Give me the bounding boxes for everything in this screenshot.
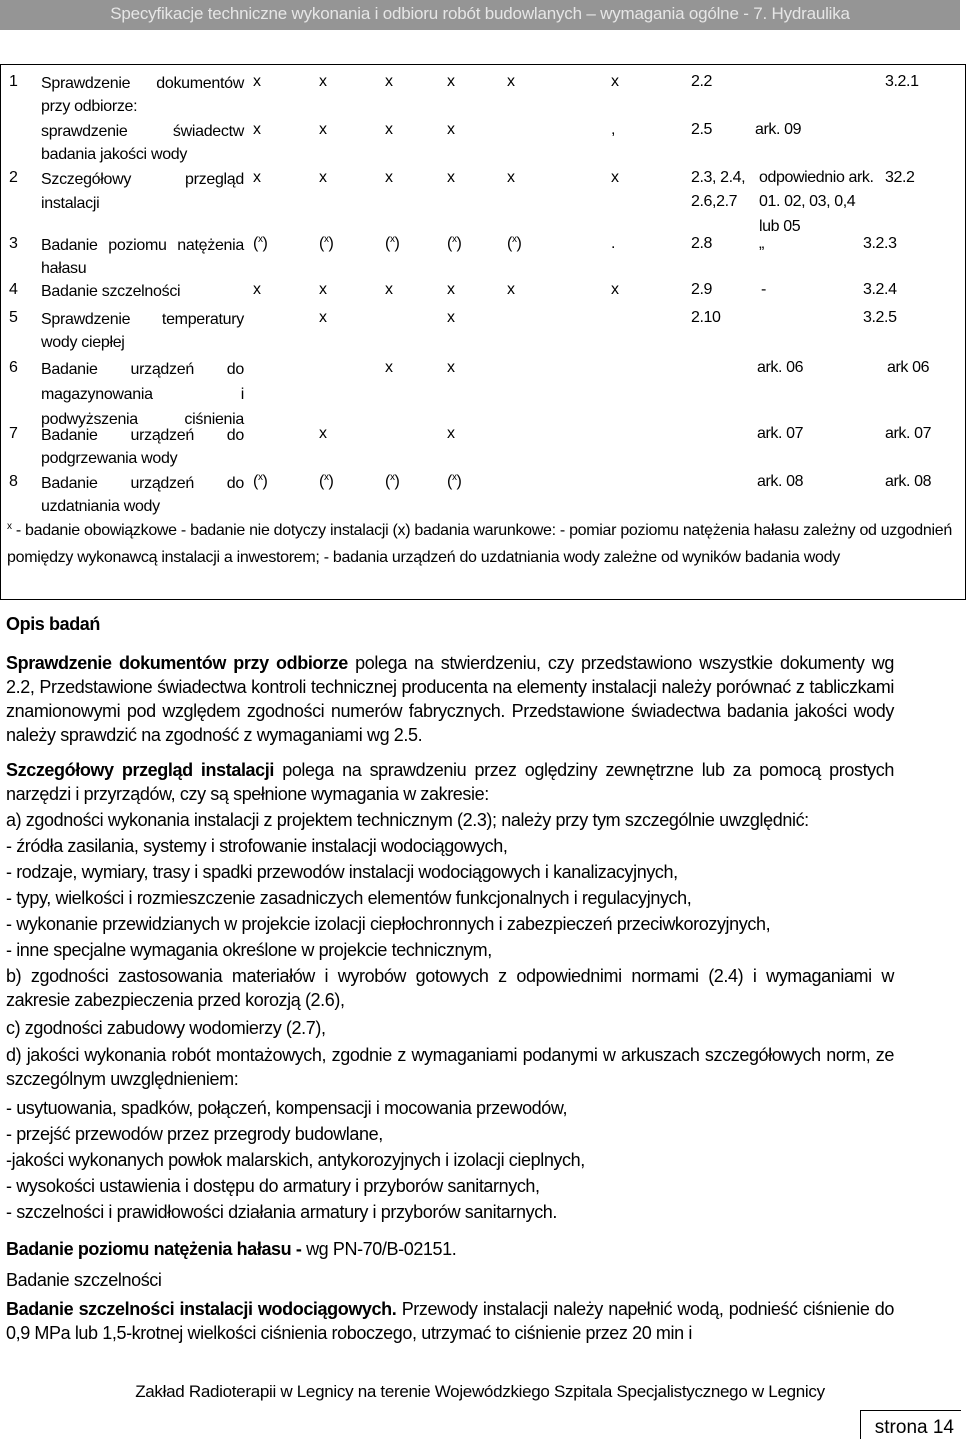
cell-mark: x bbox=[507, 169, 515, 186]
row-description-2: magazynowania i bbox=[41, 386, 244, 403]
row-number: 6 bbox=[9, 359, 18, 376]
row-number: 7 bbox=[9, 425, 18, 442]
table-row-overflow bbox=[1, 143, 965, 163]
cell-point: 2.8 bbox=[691, 235, 713, 252]
list-item: - przejść przewodów przez przegrody budowlane, bbox=[6, 1124, 383, 1144]
table-row bbox=[1, 423, 965, 448]
row-description: Szczegółowy przegląd bbox=[41, 171, 244, 188]
cell-mark: ($^x$) bbox=[385, 234, 400, 252]
table-row-overflow bbox=[1, 257, 965, 277]
table-row-overflow bbox=[1, 495, 965, 515]
row-description: Badanie urządzeń do bbox=[41, 427, 244, 444]
cell-mark: x bbox=[507, 281, 515, 298]
footnote-marker: x bbox=[7, 521, 12, 532]
table-footnote bbox=[7, 517, 957, 571]
list-item: - źródła zasilania, systemy i strofowanie instalacji wodociągowych, bbox=[6, 836, 508, 856]
row-number: 8 bbox=[9, 473, 18, 490]
row-description-2: hałasu bbox=[41, 260, 87, 277]
cell-ref: 3.2.1 bbox=[885, 73, 919, 90]
list-przeglad bbox=[6, 808, 906, 962]
cell-mark: . bbox=[611, 235, 616, 252]
table-row bbox=[1, 357, 965, 428]
cell-mark: x bbox=[319, 425, 327, 442]
cell-ark-2: 01. 02, 03, 0,4 bbox=[759, 193, 856, 210]
paragraph-text: wg PN-70/B-02151. bbox=[301, 1239, 457, 1259]
list-item: a) zgodności wykonania instalacji z projektem technicznym (2.3); należy przy tym szczególnie uwzględnić: bbox=[6, 810, 809, 830]
table-row bbox=[1, 233, 965, 258]
row-number: 1 bbox=[9, 73, 18, 90]
paragraph-text: polega na sprawdzeniu przez oględziny zewnętrzne lub za pomocą prostych narzędzi i przyrządów, czy są spełnione wymagania w zakresie: bbox=[6, 760, 894, 804]
cell-mark: ($^x$) bbox=[385, 472, 400, 490]
footnote-text: - badanie obowiązkowe - badanie nie dotyczy instalacji (x) badania warunkowe: - pomiar poziomu natężenia hałasu zależny od uzgodnień pomiędzy wykonawcą instalacji a inwestorem; - badania urządzeń do uzdatniania wody zależne od wyników badania wody bbox=[7, 522, 952, 566]
cell-mark: x bbox=[253, 73, 261, 90]
row-number: 2 bbox=[9, 169, 18, 186]
cell-mark: x bbox=[611, 169, 619, 186]
cell-mark: x bbox=[253, 121, 261, 138]
paragraph-lead: Sprawdzenie dokumentów przy odbiorze bbox=[6, 653, 348, 673]
table-row-overflow bbox=[1, 95, 965, 115]
cell-mark: x bbox=[319, 169, 327, 186]
cell-mark: ($^x$) bbox=[447, 472, 462, 490]
cell-ark: ark. 09 bbox=[755, 121, 802, 138]
paragraph-d: d) jakości wykonania robót montażowych, zgodnie z wymaganiami podanymi w arkuszach szczegółowych norm, ze szczególnym uwzględnieniem: bbox=[6, 1045, 894, 1089]
row-number: 4 bbox=[9, 281, 18, 298]
row-description: Badanie poziomu natężenia bbox=[41, 237, 244, 254]
inspection-table bbox=[0, 64, 966, 600]
paragraph-halas bbox=[6, 1237, 894, 1261]
cell-ref: 3.2.3 bbox=[863, 235, 897, 252]
cell-point: 2.9 bbox=[691, 281, 713, 298]
row-description-2: uzdatniania wody bbox=[41, 498, 160, 515]
cell-ref: ark 06 bbox=[887, 359, 930, 376]
section-heading-opis: Opis badań bbox=[6, 614, 101, 634]
row-description: sprawdzenie świadectw bbox=[41, 123, 244, 140]
paragraph-lead: Szczegółowy przegląd instalacji bbox=[6, 760, 274, 780]
cell-ref: ark. 08 bbox=[885, 473, 932, 490]
cell-mark: ($^x$) bbox=[319, 234, 334, 252]
list-montaz bbox=[6, 1096, 906, 1224]
row-number: 5 bbox=[9, 309, 18, 326]
cell-mark: x bbox=[447, 359, 455, 376]
cell-mark: , bbox=[611, 121, 616, 138]
paragraph-szczelnosc bbox=[6, 1297, 894, 1345]
row-description-2: przy odbiorze: bbox=[41, 98, 138, 115]
page-number: strona 14 bbox=[874, 1417, 954, 1438]
table-row-overflow bbox=[1, 216, 965, 235]
row-number: 3 bbox=[9, 235, 18, 252]
cell-point: 2.5 bbox=[691, 121, 713, 138]
cell-ref: 3.2.4 bbox=[863, 281, 897, 298]
cell-point: 2.10 bbox=[691, 309, 721, 326]
list-item: - wysokości ustawienia i dostępu do armatury i przyborów sanitarnych, bbox=[6, 1176, 540, 1196]
list-item: - inne specjalne wymagania określone w projekcie technicznym, bbox=[6, 940, 492, 960]
cell-mark: ($^x$) bbox=[253, 234, 268, 252]
paragraph-dokumenty bbox=[6, 651, 894, 747]
cell-ark: ark. 08 bbox=[757, 473, 804, 490]
paragraph-lead: Badanie poziomu natężenia hałasu - bbox=[6, 1239, 302, 1259]
cell-mark: x bbox=[385, 281, 393, 298]
cell-mark: x bbox=[253, 169, 261, 186]
cell-mark: x bbox=[507, 73, 515, 90]
cell-mark: x bbox=[385, 359, 393, 376]
page-footer: Zakład Radioterapii w Legnicy na terenie Wojewódzkiego Szpitala Specjalistycznego w Legnicy bbox=[135, 1382, 825, 1401]
cell-point: 2.2 bbox=[691, 73, 713, 90]
table-row bbox=[1, 71, 965, 96]
document-header: Specyfikacje techniczne wykonania i odbioru robót budowlanych – wymagania ogólne - 7. Hydraulika bbox=[0, 0, 960, 30]
cell-mark: x bbox=[319, 281, 327, 298]
paragraph-c: c) zgodności zabudowy wodomierzy (2.7), bbox=[6, 1018, 326, 1038]
cell-mark: ($^x$) bbox=[507, 234, 522, 252]
paragraph-przeglad bbox=[6, 758, 894, 806]
cell-mark: x bbox=[447, 121, 455, 138]
table-row-overflow bbox=[1, 331, 965, 351]
row-description-2: podgrzewania wody bbox=[41, 450, 178, 467]
row-description-2: badania jakości wody bbox=[41, 146, 188, 163]
row-description-3: podwyższenia ciśnienia bbox=[41, 411, 244, 428]
cell-point-2: 2.6,2.7 bbox=[691, 193, 738, 210]
row-description: Badanie urządzeń do bbox=[41, 475, 244, 492]
cell-mark: ($^x$) bbox=[253, 472, 268, 490]
cell-mark: x bbox=[447, 309, 455, 326]
cell-mark: x bbox=[253, 281, 261, 298]
cell-mark: x bbox=[447, 73, 455, 90]
cell-ark: „ bbox=[759, 235, 764, 252]
table-row bbox=[1, 471, 965, 496]
cell-mark: ($^x$) bbox=[319, 472, 334, 490]
cell-mark: x bbox=[611, 281, 619, 298]
paragraph-text: polega na stwierdzeniu, czy przedstawiono wszystkie dokumenty wg 2.2, Przedstawione świadectwa kontroli technicznej producenta na elementy instalacji należy porównać z tabliczkami znamionowymi pod względem zgodności numerów fabrycznych. Przedstawione świadectwa badania jakości wody należy sprawdzić na zgodność z wymaganiami wg 2.5. bbox=[6, 653, 894, 745]
list-item: - usytuowania, spadków, połączeń, kompensacji i mocowania przewodów, bbox=[6, 1098, 568, 1118]
cell-mark: x bbox=[385, 121, 393, 138]
row-description: Badanie urządzeń do bbox=[41, 361, 244, 378]
table-row bbox=[1, 167, 965, 217]
cell-point: 2.3, 2.4, bbox=[691, 169, 746, 186]
row-description: Badanie szczelności bbox=[41, 283, 181, 300]
cell-mark: ($^x$) bbox=[447, 234, 462, 252]
cell-ark: ark. 07 bbox=[757, 425, 804, 442]
cell-mark: x bbox=[447, 281, 455, 298]
list-item: - typy, wielkości i rozmieszczenie zasadniczych elementów funkcjonalnych i regulacyjnych, bbox=[6, 888, 692, 908]
paragraph-lead: Badanie szczelności instalacji wodociągowych. bbox=[6, 1299, 397, 1319]
cell-ref: 3.2.5 bbox=[863, 309, 897, 326]
list-item: -jakości wykonanych powłok malarskich, antykorozyjnych i izolacji cieplnych, bbox=[6, 1150, 585, 1170]
cell-ref: ark. 07 bbox=[885, 425, 932, 442]
cell-ark: - bbox=[761, 281, 766, 298]
row-description-2: wody ciepłej bbox=[41, 334, 125, 351]
paragraph-text: Przewody instalacji należy napełnić wodą, podnieść ciśnienie do 0,9 MPa lub 1,5-krotnej wielkości ciśnienia roboczego, utrzymać to ciśnienie przez 20 min i bbox=[6, 1299, 894, 1343]
row-description-2: instalacji bbox=[41, 195, 100, 212]
cell-mark: x bbox=[385, 73, 393, 90]
cell-ref: 32.2 bbox=[885, 169, 915, 186]
cell-mark: x bbox=[611, 73, 619, 90]
section-heading-szczelnosci: Badanie szczelności bbox=[6, 1270, 162, 1290]
cell-ark-3: lub 05 bbox=[759, 218, 801, 235]
cell-ark: ark. 06 bbox=[757, 359, 804, 376]
cell-mark: x bbox=[385, 169, 393, 186]
table-row bbox=[1, 279, 965, 304]
cell-mark: x bbox=[319, 73, 327, 90]
list-item: - wykonanie przewidzianych w projekcie izolacji ciepłochronnych i zabezpieczeń przeciwkorozyjnych, bbox=[6, 914, 771, 934]
cell-mark: x bbox=[319, 121, 327, 138]
cell-mark: x bbox=[447, 169, 455, 186]
cell-mark: x bbox=[319, 309, 327, 326]
row-description: Sprawdzenie dokumentów bbox=[41, 75, 244, 92]
table-row-overflow bbox=[1, 447, 965, 467]
cell-ark: odpowiednio ark. bbox=[759, 169, 874, 186]
list-item: - rodzaje, wymiary, trasy i spadki przewodów instalacji wodociągowych i kanalizacyjnych, bbox=[6, 862, 678, 882]
table-row bbox=[1, 119, 965, 144]
row-description: Sprawdzenie temperatury bbox=[41, 311, 244, 328]
list-item: - szczelności i prawidłowości działania armatury i przyborów sanitarnych. bbox=[6, 1202, 558, 1222]
cell-mark: x bbox=[447, 425, 455, 442]
table-row bbox=[1, 307, 965, 332]
paragraph-b: b) zgodności zastosowania materiałów i wyrobów gotowych z odpowiednimi normami (2.4) i wymaganiami w zakresie zabezpieczenia przed korozją (2.6), bbox=[6, 966, 894, 1010]
